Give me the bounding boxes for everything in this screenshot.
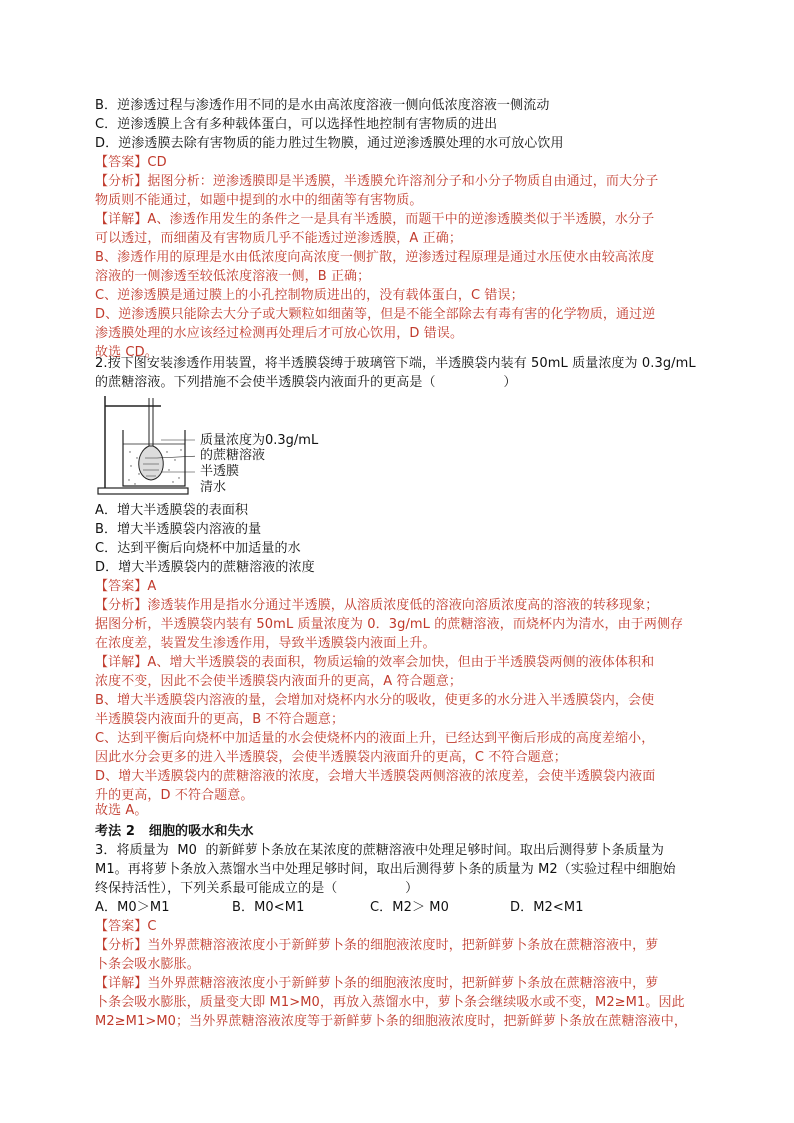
- figure-label-water: 清水: [200, 480, 227, 495]
- q2-explain-line: C、达到平衡后向烧杯中加适量的水会使烧杯内的液面上升，已经达到平衡后形成的高度差缩小，: [95, 731, 655, 746]
- q2-explain-line: 【详解】A、增大半透膜袋的表面积，物质运输的效率会加快，但由于半透膜袋两侧的液体体积和: [95, 655, 655, 670]
- q1-explain-line: 渗透膜处理的水应该经过检测再处理后才可放心饮用，D 错误。: [95, 326, 464, 341]
- q1-option-c: C．逆渗透膜上含有多种载体蛋白，可以选择性地控制有害物质的进出: [95, 117, 498, 132]
- figure-label-membrane: 半透膜: [200, 464, 240, 479]
- q1-explain-line: 【详解】A、渗透作用发生的条件之一是具有半透膜，而题干中的逆渗透膜类似于半透膜，水分子: [95, 212, 655, 227]
- q3-analysis-line: 【分析】当外界蔗糖溶液浓度小于新鲜萝卜条的细胞液浓度时，把新鲜萝卜条放在蔗糖溶液中，萝: [95, 938, 659, 953]
- q2-conclusion: 故选 A。: [95, 803, 148, 818]
- q1-analysis-line: 【分析】据图分析：逆渗透膜即是半透膜，半透膜允许溶剂分子和小分子物质自由通过，而大分子: [95, 174, 659, 189]
- q3-explain-line: 【详解】当外界蔗糖溶液浓度小于新鲜萝卜条的细胞液浓度时，把新鲜萝卜条放在蔗糖溶液中，萝: [95, 976, 659, 991]
- figure-label-sucrose: 的蔗糖溶液: [200, 448, 266, 463]
- q2-option: C．达到平衡后向烧杯中加适量的水: [95, 541, 301, 556]
- q3-option-c: C．M2＞ M0: [370, 900, 449, 915]
- q3-explain-line: M2≥M1>M0；当外界蔗糖溶液浓度等于新鲜萝卜条的细胞液浓度时，把新鲜萝卜条放在蔗糖溶液中，: [95, 1014, 687, 1029]
- q2-option: B．增大半透膜袋内溶液的量: [95, 522, 262, 537]
- q2-explain-line: B、增大半透膜袋内溶液的量，会增加对烧杯内水分的吸收，使更多的水分进入半透膜袋内，会使: [95, 693, 655, 708]
- q1-explain-line: B、渗透作用的原理是水由低浓度向高浓度一侧扩散，逆渗透过程原理是通过水压使水由较高浓度: [95, 250, 655, 265]
- osmosis-apparatus-figure: [95, 392, 195, 500]
- q1-conclusion: 故选 CD。: [95, 345, 158, 360]
- q2-option: D．增大半透膜袋内的蔗糖溶液的浓度: [95, 560, 315, 575]
- q1-explain-line: C、逆渗透膜是通过膜上的小孔控制物质进出的，没有载体蛋白，C 错误；: [95, 288, 524, 303]
- q3-option-b: B．M0<M1: [232, 900, 305, 915]
- q2-stem-line: 2.按下图安装渗透作用装置，将半透膜袋缚于玻璃管下端，半透膜袋内装有 50mL 质量浓度为 0.3g/mL: [95, 356, 696, 371]
- q2-option: A．增大半透膜袋的表面积: [95, 503, 249, 518]
- q1-option-b: B．逆渗透过程与渗透作用不同的是水由高浓度溶液一侧向低浓度溶液一侧流动: [95, 98, 550, 113]
- q3-answer: 【答案】C: [95, 919, 157, 934]
- section-heading: 考法 2 细胞的吸水和失水: [95, 824, 254, 839]
- q3-option-d: D．M2<M1: [510, 900, 584, 915]
- q2-explain-line: 浓度不变，因此不会使半透膜袋内液面升的更高，A 符合题意；: [95, 674, 462, 689]
- q2-explain-line: 半透膜袋内液面升的更高，B 不符合题意；: [95, 712, 345, 727]
- q2-analysis-line: 【分析】渗透装作用是指水分通过半透膜，从溶质浓度低的溶液向溶质浓度高的溶液的转移现象；: [95, 598, 659, 613]
- q2-stem-line: 的蔗糖溶液。下列措施不会使半透膜袋内液面升的更高是（ ）: [95, 375, 517, 390]
- q3-stem-line: M1。再将萝卜条放入蒸馏水当中处理足够时间，取出后测得萝卜条的质量为 M2（实验过程中细胞始: [95, 862, 676, 877]
- q3-stem-line: 终保持活性），下列关系最可能成立的是（ ）: [95, 881, 419, 896]
- q3-analysis-line: 卜条会吸水膨胀。: [95, 957, 200, 972]
- q1-answer: 【答案】CD: [95, 155, 167, 170]
- q2-explain-line: D、增大半透膜袋内的蔗糖溶液的浓度，会增大半透膜袋两侧溶液的浓度差，会使半透膜袋内液面: [95, 769, 656, 784]
- q3-stem-line: 3．将质量为 M0 的新鲜萝卜条放在某浓度的蔗糖溶液中处理足够时间。取出后测得萝卜条质量为: [95, 843, 664, 858]
- figure-label-concentration: 质量浓度为0.3g/mL: [200, 433, 319, 448]
- q3-option-a: A．M0＞M1: [95, 900, 170, 915]
- q1-explain-line: 溶液的一侧渗透至较低浓度溶液一侧，B 正确；: [95, 269, 371, 284]
- q3-explain-line: 卜条会吸水膨胀，质量变大即 M1>M0，再放入蒸馏水中，萝卜条会继续吸水或不变，M2≥M1。因此: [95, 995, 685, 1010]
- q1-explain-line: D、逆渗透膜只能除去大分子或大颗粒如细菌等，但是不能全部除去有毒有害的化学物质，通过逆: [95, 307, 656, 322]
- q2-analysis-line: 在浓度差，装置发生渗透作用，导致半透膜袋内液面上升。: [95, 636, 436, 651]
- q2-analysis-line: 据图分析，半透膜袋内装有 50mL 质量浓度为 0．3g/mL 的蔗糖溶液，而烧杯内为清水，由于两侧存: [95, 617, 684, 632]
- q2-answer: 【答案】A: [95, 579, 157, 594]
- q1-option-d: D．逆渗透膜去除有害物质的能力胜过生物膜，通过逆渗透膜处理的水可放心饮用: [95, 136, 564, 151]
- q1-explain-line: 可以透过，而细菌及有害物质几乎不能透过逆渗透膜，A 正确；: [95, 231, 462, 246]
- q2-explain-line: 因此水分会更多的进入半透膜袋，会使半透膜袋内液面升的更高，C 不符合题意；: [95, 750, 567, 765]
- q1-analysis-line: 物质则不能通过，如题中提到的水中的细菌等有害物质。: [95, 193, 423, 208]
- q2-explain-line: 升的更高，D 不符合题意。: [95, 788, 254, 803]
